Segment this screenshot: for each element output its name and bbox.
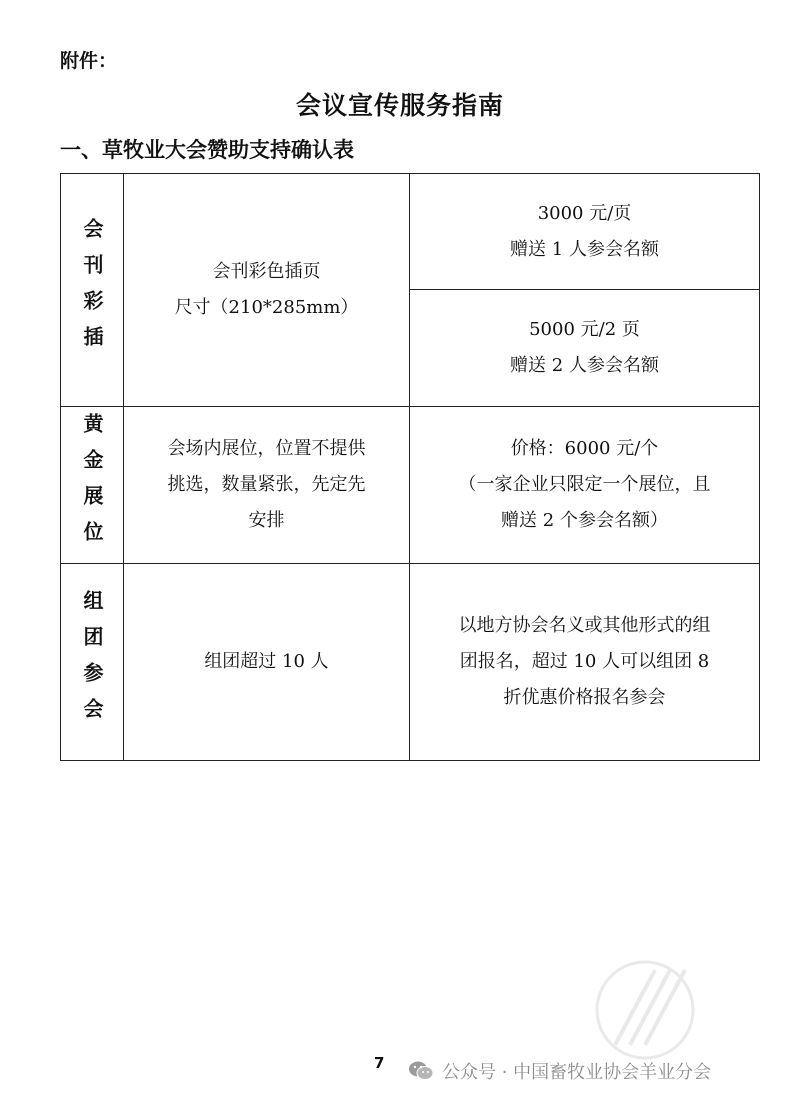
description-line: 组团超过 10 人 [204,651,329,672]
row-category-cell [61,407,124,564]
price-option-cell [410,407,760,564]
price-line: 折优惠价格报名参会 [503,687,666,708]
price-line: 5000 元/2 页 [529,319,640,340]
description-line: 挑选，数量紧张，先定先 [167,474,366,495]
watermark [408,1058,711,1084]
page-number: 7 [374,1054,385,1072]
row-category: 组团参会 [80,590,104,734]
watermark-text: 公众号 · 中国畜牧业协会羊业分会 [442,1062,712,1083]
section-heading: 一、草牧业大会赞助支持确认表 [60,138,354,162]
price-option-cell [410,174,760,290]
row-description-cell [124,174,410,407]
wechat-icon [408,1060,434,1082]
watermark-logo-icon [585,950,725,1060]
row-category: 会刊彩插 [80,218,104,362]
price-option-cell [410,564,760,761]
description-line: 尺寸（210*285mm） [174,297,359,318]
price-line: 价格：6000 元/个 [510,438,659,459]
price-line: 3000 元/页 [537,202,632,224]
description-line: 会场内展位，位置不提供 [167,438,366,459]
price-option-cell [410,290,760,407]
description-line: 会刊彩色插页 [212,261,321,282]
price-line: 以地方协会名义或其他形式的组 [458,615,711,636]
price-line: 团报名，超过 10 人可以组团 8 [459,651,710,672]
price-line: 赠送 2 个参会名额） [501,510,668,531]
row-category: 黄金展位 [80,413,104,557]
table-row [61,564,760,761]
sponsorship-table [60,173,760,761]
row-description-cell [124,564,410,761]
price-line: （一家企业只限定一个展位，且 [458,474,711,495]
description-line: 安排 [248,510,285,531]
row-description-cell [124,407,410,564]
attachment-label: 附件： [60,50,118,72]
table-row [61,407,760,564]
price-line: 赠送 1 人参会名额 [510,238,659,260]
price-line: 赠送 2 人参会名额 [510,355,659,376]
row-category-cell [61,564,124,761]
table-row [61,174,760,290]
row-category-cell [61,174,124,407]
document-title: 会议宣传服务指南 [295,91,504,120]
